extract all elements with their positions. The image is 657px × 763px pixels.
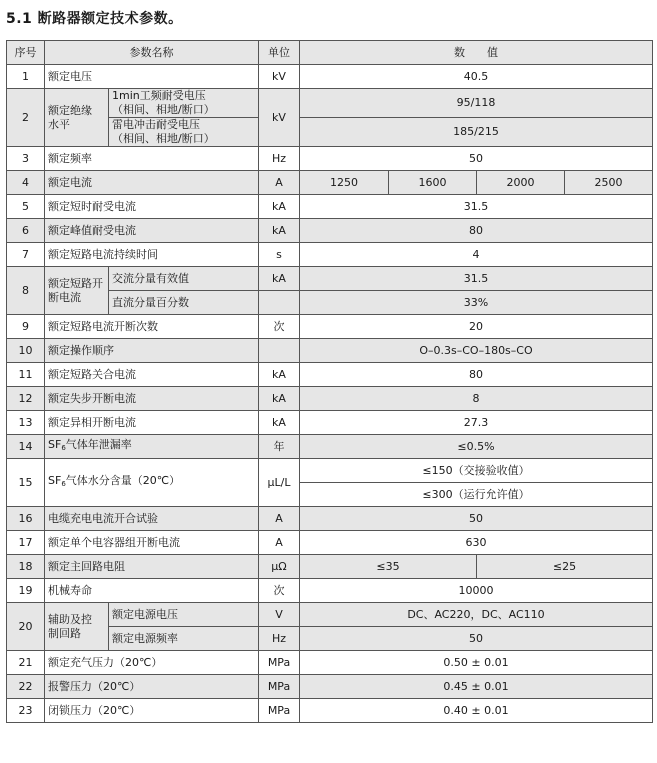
row-unit: kA (259, 363, 300, 387)
header-no: 序号 (7, 41, 45, 65)
row-sub-label: 1min工频耐受电压 （相间、相地/断口） (109, 89, 259, 118)
row-value: ≤300（运行允许值） (300, 483, 653, 507)
row-unit: MPa (259, 699, 300, 723)
row-no: 12 (7, 387, 45, 411)
row-no: 7 (7, 243, 45, 267)
table-row (7, 411, 653, 435)
row-value: 50 (300, 627, 653, 651)
row-name: $SF_6$气体年泄漏率 (45, 435, 259, 459)
row-value: 27.3 (300, 411, 653, 435)
row-unit: kA (259, 195, 300, 219)
row-no: 23 (7, 699, 45, 723)
row-name: 额定失步开断电流 (45, 387, 259, 411)
row-value: 80 (300, 219, 653, 243)
row-no: 13 (7, 411, 45, 435)
row-unit: μL/L (259, 459, 300, 507)
row-value: 95/118 (300, 89, 653, 118)
table-row (7, 507, 653, 531)
row-no: 11 (7, 363, 45, 387)
row-unit: MPa (259, 651, 300, 675)
row-value: 2000 (477, 171, 565, 195)
row-no: 1 (7, 65, 45, 89)
row-value: 40.5 (300, 65, 653, 89)
page-title: 5.1 断路器额定技术参数。 (6, 11, 183, 27)
row-unit: A (259, 171, 300, 195)
row-value: 2500 (565, 171, 653, 195)
row-value: 1600 (389, 171, 477, 195)
row-no: 8 (7, 267, 45, 315)
row-name: 额定单个电容器组开断电流 (45, 531, 259, 555)
row-group-label: 辅助及控制回路 (48, 612, 92, 640)
row-unit: kV (259, 65, 300, 89)
table-row (7, 339, 653, 363)
row-name: 额定短路电流持续时间 (45, 243, 259, 267)
row-name: $SF_6$气体水分含量（20℃） (45, 459, 259, 507)
row-unit: MPa (259, 675, 300, 699)
row-no: 10 (7, 339, 45, 363)
row-no: 17 (7, 531, 45, 555)
row-value: 50 (300, 147, 653, 171)
row-group-label: 额定绝缘水平 (48, 103, 92, 131)
row-unit: V (259, 603, 300, 627)
row-no: 15 (7, 459, 45, 507)
row-name: 额定电压 (45, 65, 259, 89)
header-unit: 单位 (259, 41, 300, 65)
row-name: 额定峰值耐受电流 (45, 219, 259, 243)
row-value: 33% (300, 291, 653, 315)
row-no: 9 (7, 315, 45, 339)
row-value: 31.5 (300, 195, 653, 219)
row-unit: kA (259, 387, 300, 411)
spec-table (6, 40, 653, 723)
row-unit (259, 339, 300, 363)
row-group-label: 额定短路开断电流 (48, 276, 103, 304)
row-group (45, 603, 109, 651)
table-row (7, 675, 653, 699)
row-value: 0.45 ± 0.01 (300, 675, 653, 699)
row-sub-label: 交流分量有效值 (109, 267, 259, 291)
row-value: 8 (300, 387, 653, 411)
row-no: 21 (7, 651, 45, 675)
row-value: 80 (300, 363, 653, 387)
row-no: 19 (7, 579, 45, 603)
row-value: ≤25 (477, 555, 653, 579)
row-value: 50 (300, 507, 653, 531)
table-row (7, 435, 653, 459)
row-no: 6 (7, 219, 45, 243)
row-value: 20 (300, 315, 653, 339)
row-no: 2 (7, 89, 45, 147)
table-row (7, 147, 653, 171)
table-row (7, 603, 653, 627)
row-unit: 年 (259, 435, 300, 459)
row-group (45, 267, 109, 315)
row-no: 22 (7, 675, 45, 699)
row-no: 16 (7, 507, 45, 531)
row-no: 4 (7, 171, 45, 195)
row-value: O–0.3s–CO–180s–CO (300, 339, 653, 363)
row-value: 31.5 (300, 267, 653, 291)
row-unit: kA (259, 267, 300, 291)
table-header-row (7, 41, 653, 65)
row-unit: A (259, 531, 300, 555)
table-row (7, 579, 653, 603)
row-value: 1250 (300, 171, 389, 195)
row-sub-label: 额定电源频率 (109, 627, 259, 651)
row-sub-label: 额定电源电压 (109, 603, 259, 627)
table-row (7, 651, 653, 675)
row-name: 额定短路关合电流 (45, 363, 259, 387)
row-no: 3 (7, 147, 45, 171)
header-value: 数 值 (300, 41, 653, 65)
row-name: 额定电流 (45, 171, 259, 195)
table-row (7, 459, 653, 483)
table-row (7, 555, 653, 579)
row-name: 机械寿命 (45, 579, 259, 603)
row-value: 630 (300, 531, 653, 555)
header-name: 参数名称 (45, 41, 259, 65)
table-row (7, 195, 653, 219)
row-unit: kA (259, 411, 300, 435)
row-name: 额定异相开断电流 (45, 411, 259, 435)
row-unit (259, 291, 300, 315)
row-sub-label: 直流分量百分数 (109, 291, 259, 315)
row-value: ≤0.5% (300, 435, 653, 459)
table-row (7, 387, 653, 411)
row-name: 额定主回路电阻 (45, 555, 259, 579)
row-name: 额定频率 (45, 147, 259, 171)
table-row (7, 219, 653, 243)
row-name: 报警压力（20℃） (45, 675, 259, 699)
table-row (7, 363, 653, 387)
row-value: 10000 (300, 579, 653, 603)
row-unit: μΩ (259, 555, 300, 579)
row-unit: kA (259, 219, 300, 243)
row-unit: 次 (259, 315, 300, 339)
row-value: 0.50 ± 0.01 (300, 651, 653, 675)
table-row (7, 243, 653, 267)
table-row (7, 267, 653, 291)
row-name: 额定短路电流开断次数 (45, 315, 259, 339)
row-unit: A (259, 507, 300, 531)
table-row (7, 171, 653, 195)
row-value: 4 (300, 243, 653, 267)
row-unit: Hz (259, 147, 300, 171)
row-unit: Hz (259, 627, 300, 651)
row-group (45, 89, 109, 147)
row-no: 18 (7, 555, 45, 579)
row-no: 14 (7, 435, 45, 459)
row-name: 电缆充电电流开合试验 (45, 507, 259, 531)
row-name: 额定短时耐受电流 (45, 195, 259, 219)
row-value: 185/215 (300, 118, 653, 147)
table-row (7, 65, 653, 89)
row-value: ≤35 (300, 555, 477, 579)
row-unit: kV (259, 89, 300, 147)
row-sub-label: 雷电冲击耐受电压 （相间、相地/断口） (109, 118, 259, 147)
row-value: ≤150（交接验收值） (300, 459, 653, 483)
table-row (7, 89, 653, 118)
row-unit: s (259, 243, 300, 267)
row-unit: 次 (259, 579, 300, 603)
row-value: 0.40 ± 0.01 (300, 699, 653, 723)
table-row (7, 315, 653, 339)
row-name: 额定操作顺序 (45, 339, 259, 363)
row-value: DC、AC220，DC、AC110 (300, 603, 653, 627)
row-name: 额定充气压力（20℃） (45, 651, 259, 675)
row-no: 20 (7, 603, 45, 651)
row-name: 闭锁压力（20℃） (45, 699, 259, 723)
table-row (7, 531, 653, 555)
table-row (7, 699, 653, 723)
row-no: 5 (7, 195, 45, 219)
